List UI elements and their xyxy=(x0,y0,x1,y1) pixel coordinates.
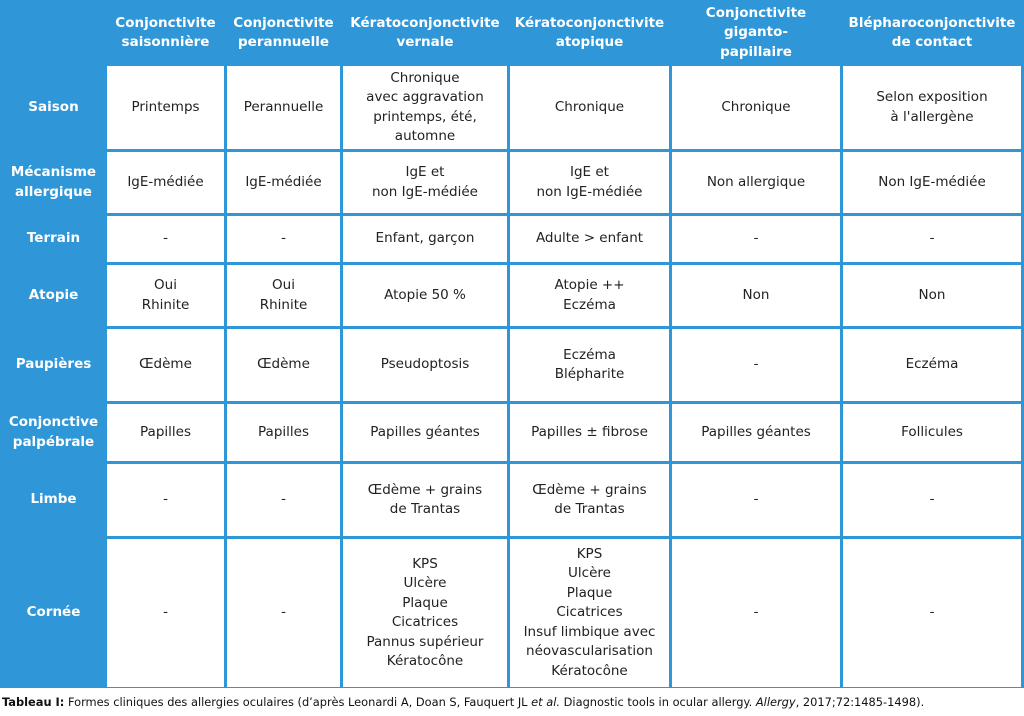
table-cell: Eczéma xyxy=(843,329,1021,401)
caption-text: Diagnostic tools in ocular allergy. xyxy=(560,695,756,709)
row-header: Mécanisme allergique xyxy=(3,152,104,213)
table-cell: Papilles xyxy=(107,404,224,461)
table-cell: Pseudoptosis xyxy=(343,329,507,401)
table-cell: - xyxy=(672,216,840,262)
table-cell: IgE-médiée xyxy=(107,152,224,213)
corner-cell xyxy=(3,3,104,63)
row-header: Atopie xyxy=(3,265,104,326)
table-cell: Chronique avec aggravation printemps, été, automne xyxy=(343,66,507,149)
table-cell: KPS Ulcère Plaque Cicatrices Insuf limbique avec néovascularisation Kératocône xyxy=(510,539,669,687)
table-cell: Papilles géantes xyxy=(343,404,507,461)
table-cell: Papilles géantes xyxy=(672,404,840,461)
table-row xyxy=(3,539,1021,687)
table-cell: Œdème xyxy=(227,329,340,401)
table-cell: Adulte > enfant xyxy=(510,216,669,262)
table-row xyxy=(3,265,1021,326)
row-header: Saison xyxy=(3,66,104,149)
table-cell: - xyxy=(227,539,340,687)
row-header: Limbe xyxy=(3,464,104,536)
table-row xyxy=(3,329,1021,401)
table-cell: - xyxy=(107,539,224,687)
table-cell: - xyxy=(227,216,340,262)
table-row xyxy=(3,216,1021,262)
table-caption xyxy=(2,694,1022,710)
column-header: Kératoconjonctivite vernale xyxy=(343,3,507,63)
table-cell: Œdème xyxy=(107,329,224,401)
caption-text: , 2017;72:1485-1498). xyxy=(795,695,925,709)
table-cell: - xyxy=(107,464,224,536)
table-cell: - xyxy=(672,464,840,536)
table-cell: IgE et non IgE-médiée xyxy=(343,152,507,213)
table-cell: IgE et non IgE-médiée xyxy=(510,152,669,213)
table-cell: Atopie ++ Eczéma xyxy=(510,265,669,326)
table-cell: Non xyxy=(843,265,1021,326)
table-cell: Eczéma Blépharite xyxy=(510,329,669,401)
table-cell: - xyxy=(107,216,224,262)
table-row xyxy=(3,152,1021,213)
table-cell: Atopie 50 % xyxy=(343,265,507,326)
table-row xyxy=(3,66,1021,149)
table-cell: Non IgE-médiée xyxy=(843,152,1021,213)
table-cell: IgE-médiée xyxy=(227,152,340,213)
table-cell: Œdème + grains de Trantas xyxy=(510,464,669,536)
table-cell: - xyxy=(227,464,340,536)
column-header: Conjonctivite giganto- papillaire xyxy=(672,3,840,63)
table-cell: Perannuelle xyxy=(227,66,340,149)
caption-text: Formes cliniques des allergies oculaires (d’après Leonardi A, Doan S, Fauquert JL xyxy=(64,695,532,709)
table-cell: - xyxy=(843,464,1021,536)
table-cell: Papilles xyxy=(227,404,340,461)
row-header: Paupières xyxy=(3,329,104,401)
table-cell: - xyxy=(843,216,1021,262)
row-header: Conjonctive palpébrale xyxy=(3,404,104,461)
table-cell: Oui Rhinite xyxy=(107,265,224,326)
column-header: Kératoconjonctivite atopique xyxy=(510,3,669,63)
column-header: Conjonctivite saisonnière xyxy=(107,3,224,63)
table-cell: Non allergique xyxy=(672,152,840,213)
table-cell: KPS Ulcère Plaque Cicatrices Pannus supérieur Kératocône xyxy=(343,539,507,687)
table-cell: - xyxy=(672,539,840,687)
row-header: Cornée xyxy=(3,539,104,687)
table-cell: Non xyxy=(672,265,840,326)
table-cell: Œdème + grains de Trantas xyxy=(343,464,507,536)
table-cell: - xyxy=(843,539,1021,687)
caption-etal: et al. xyxy=(531,695,561,709)
row-header: Terrain xyxy=(3,216,104,262)
column-header: Conjonctivite perannuelle xyxy=(227,3,340,63)
column-header: Blépharoconjonctivite de contact xyxy=(843,3,1021,63)
table-cell: Follicules xyxy=(843,404,1021,461)
table-cell: Oui Rhinite xyxy=(227,265,340,326)
table-cell: Chronique xyxy=(510,66,669,149)
table-cell: Selon exposition à l'allergène xyxy=(843,66,1021,149)
table-cell: Printemps xyxy=(107,66,224,149)
table-cell: Papilles ± fibrose xyxy=(510,404,669,461)
table-cell: Chronique xyxy=(672,66,840,149)
table-row xyxy=(3,404,1021,461)
table-row xyxy=(3,464,1021,536)
table-cell: Enfant, garçon xyxy=(343,216,507,262)
table-cell: - xyxy=(672,329,840,401)
caption-label: Tableau I: xyxy=(2,695,65,709)
caption-journal: Allergy xyxy=(755,695,796,709)
